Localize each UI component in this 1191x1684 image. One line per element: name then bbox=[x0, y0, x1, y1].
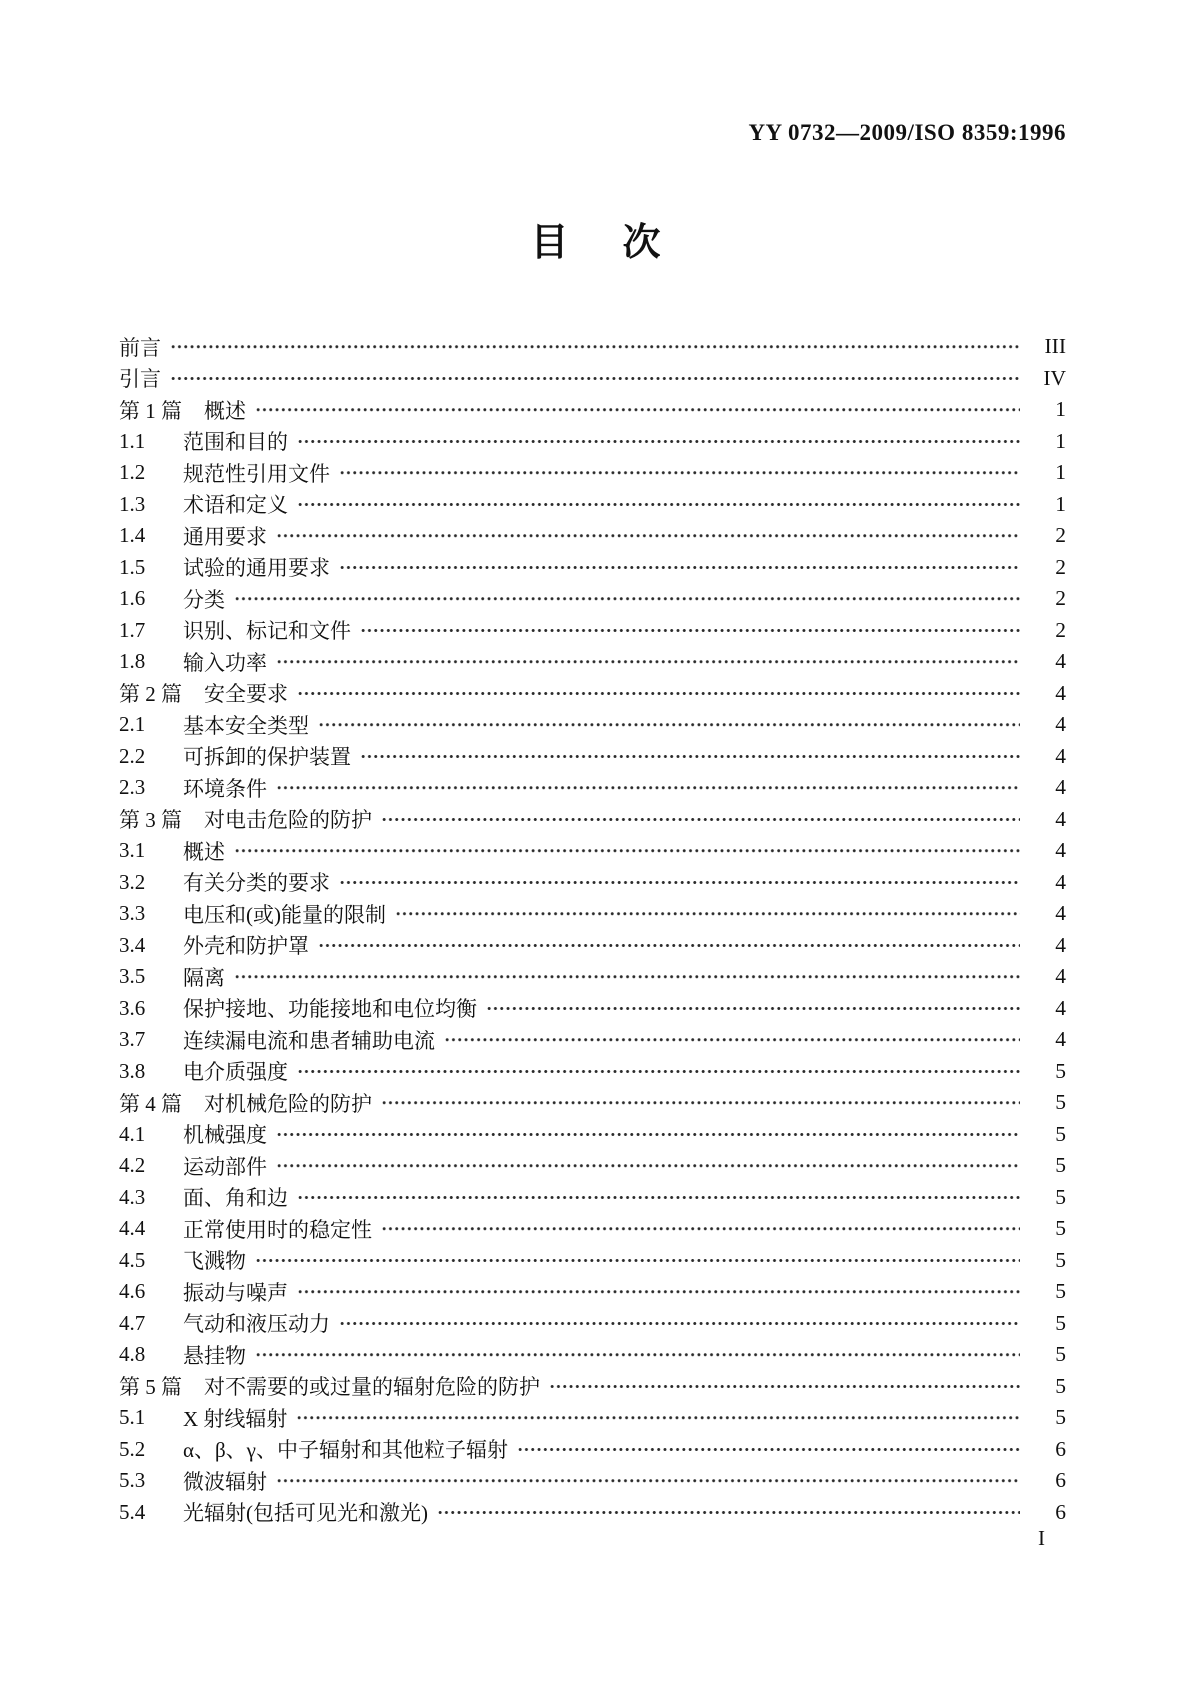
dot-leader bbox=[297, 489, 1020, 521]
toc-entry-label: 引言 bbox=[119, 367, 161, 392]
dot-leader bbox=[276, 520, 1020, 552]
toc-entry-title: X 射线辐射 bbox=[183, 1406, 288, 1431]
dot-leader bbox=[318, 709, 1020, 741]
dot-leader bbox=[170, 331, 1020, 363]
toc-entry-page: 5 bbox=[1055, 1090, 1066, 1115]
toc-entry-title: 光辐射(包括可见光和激光) bbox=[183, 1501, 428, 1526]
toc-entry-page: 5 bbox=[1055, 1310, 1066, 1335]
toc-entry-label: 1.8 bbox=[119, 649, 146, 674]
toc-entry-page: III bbox=[1044, 334, 1066, 359]
toc-row bbox=[119, 709, 1066, 741]
toc-entry-label: 第 2 篇 bbox=[119, 682, 182, 707]
toc-entry-title: 范围和目的 bbox=[183, 430, 288, 455]
toc-row bbox=[119, 1245, 1066, 1277]
footer-page-number: I bbox=[1038, 1526, 1045, 1550]
toc-entry-title: 外壳和防护罩 bbox=[183, 934, 309, 959]
dot-leader bbox=[297, 1276, 1020, 1308]
dot-leader bbox=[444, 1024, 1020, 1056]
dot-leader bbox=[276, 1465, 1020, 1497]
toc-entry-label: 1.7 bbox=[119, 617, 146, 642]
toc-entry-label: 1.4 bbox=[119, 523, 146, 548]
toc-entry-title: 环境条件 bbox=[183, 776, 267, 801]
toc-row bbox=[119, 835, 1066, 867]
toc-entry-title: 振动与噪声 bbox=[183, 1280, 288, 1305]
toc-entry-title: 安全要求 bbox=[204, 682, 288, 707]
toc-entry-page: 5 bbox=[1055, 1121, 1066, 1146]
toc-entry-title: 气动和液压动力 bbox=[183, 1312, 330, 1337]
toc-entry-page: 5 bbox=[1055, 1342, 1066, 1367]
toc-entry-page: 4 bbox=[1055, 1027, 1066, 1052]
dot-leader bbox=[255, 1339, 1020, 1371]
toc-entry-label: 3.5 bbox=[119, 964, 146, 989]
dot-leader bbox=[381, 1213, 1020, 1245]
toc-entry-title: 可拆卸的保护装置 bbox=[183, 745, 351, 770]
toc-row bbox=[119, 1182, 1066, 1214]
toc-entry-title: α、β、γ、中子辐射和其他粒子辐射 bbox=[183, 1438, 508, 1463]
dot-leader bbox=[395, 898, 1020, 930]
toc-entry-label: 3.3 bbox=[119, 901, 146, 926]
toc-row bbox=[119, 1497, 1066, 1529]
dot-leader bbox=[276, 772, 1020, 804]
dot-leader bbox=[339, 1308, 1020, 1340]
toc-entry-title: 通用要求 bbox=[183, 524, 267, 549]
toc-entry-page: 5 bbox=[1055, 1373, 1066, 1398]
dot-leader bbox=[276, 646, 1020, 678]
toc-row bbox=[119, 1213, 1066, 1245]
toc-entry-page: 5 bbox=[1055, 1247, 1066, 1272]
toc-row bbox=[119, 615, 1066, 647]
toc-entry-label: 3.2 bbox=[119, 869, 146, 894]
toc-entry-title: 试验的通用要求 bbox=[183, 556, 330, 581]
toc-row bbox=[119, 1119, 1066, 1151]
dot-leader bbox=[234, 961, 1020, 993]
toc-entry-title: 基本安全类型 bbox=[183, 713, 309, 738]
toc-entry-label: 4.8 bbox=[119, 1342, 146, 1367]
toc-entry-page: 6 bbox=[1055, 1499, 1066, 1524]
dot-leader bbox=[297, 1056, 1020, 1088]
toc-entry-page: 4 bbox=[1055, 838, 1066, 863]
toc-entry-title: 识别、标记和文件 bbox=[183, 619, 351, 644]
dot-leader bbox=[297, 678, 1020, 710]
toc-entry-label: 第 4 篇 bbox=[119, 1091, 182, 1116]
toc-row bbox=[119, 363, 1066, 395]
toc-entry-label: 4.5 bbox=[119, 1247, 146, 1272]
dot-leader bbox=[339, 457, 1020, 489]
toc-entry-label: 5.3 bbox=[119, 1468, 146, 1493]
dot-leader bbox=[255, 394, 1020, 426]
toc-entry-label: 3.4 bbox=[119, 932, 146, 957]
toc-entry-title: 飞溅物 bbox=[183, 1249, 246, 1274]
toc-row bbox=[119, 426, 1066, 458]
toc-entry-label: 1.5 bbox=[119, 554, 146, 579]
dot-leader bbox=[255, 1245, 1020, 1277]
toc-row bbox=[119, 930, 1066, 962]
toc-entry-title: 机械强度 bbox=[183, 1123, 267, 1148]
toc-entry-title: 面、角和边 bbox=[183, 1186, 288, 1211]
toc-entry-label: 3.7 bbox=[119, 1027, 146, 1052]
toc-entry-page: 1 bbox=[1055, 491, 1066, 516]
toc-entry-page: 5 bbox=[1055, 1058, 1066, 1083]
toc-entry-page: 2 bbox=[1055, 617, 1066, 642]
toc-entry-label: 4.7 bbox=[119, 1310, 146, 1335]
toc-entry-page: 4 bbox=[1055, 806, 1066, 831]
toc-entry-label: 2.3 bbox=[119, 775, 146, 800]
dot-leader bbox=[296, 1402, 1020, 1434]
toc-entry-label: 第 1 篇 bbox=[119, 398, 182, 423]
toc-entry-page: 4 bbox=[1055, 869, 1066, 894]
toc-row bbox=[119, 489, 1066, 521]
dot-leader bbox=[318, 930, 1020, 962]
toc-entry-page: 5 bbox=[1055, 1405, 1066, 1430]
toc-entry-title: 运动部件 bbox=[183, 1154, 267, 1179]
toc-row bbox=[119, 1402, 1066, 1434]
toc-entry-title: 输入功率 bbox=[183, 650, 267, 675]
toc-row bbox=[119, 457, 1066, 489]
toc-entry-page: 4 bbox=[1055, 743, 1066, 768]
toc-entry-label: 1.6 bbox=[119, 586, 146, 611]
toc-entry-title: 概述 bbox=[204, 398, 246, 423]
toc-row bbox=[119, 1056, 1066, 1088]
toc-row bbox=[119, 898, 1066, 930]
toc-row bbox=[119, 520, 1066, 552]
dot-leader bbox=[339, 552, 1020, 584]
toc-entry-page: 2 bbox=[1055, 523, 1066, 548]
dot-leader bbox=[297, 426, 1020, 458]
dot-leader bbox=[276, 1119, 1020, 1151]
toc-entry-page: 4 bbox=[1055, 775, 1066, 800]
toc-row bbox=[119, 678, 1066, 710]
toc-entry-title: 概述 bbox=[183, 839, 225, 864]
toc-entry-page: 2 bbox=[1055, 554, 1066, 579]
toc-entry-label: 5.1 bbox=[119, 1405, 146, 1430]
toc-row bbox=[119, 331, 1066, 363]
dot-leader bbox=[234, 583, 1020, 615]
toc-entry-label: 2.1 bbox=[119, 712, 146, 737]
page-title bbox=[0, 224, 1191, 262]
dot-leader bbox=[234, 835, 1020, 867]
toc-entry-page: IV bbox=[1043, 365, 1066, 390]
toc-entry-page: 1 bbox=[1055, 397, 1066, 422]
toc-entry-title: 隔离 bbox=[183, 965, 225, 990]
toc-entry-label: 4.6 bbox=[119, 1279, 146, 1304]
toc-entry-title: 对电击危险的防护 bbox=[204, 808, 372, 833]
toc-row bbox=[119, 1087, 1066, 1119]
toc-row bbox=[119, 1276, 1066, 1308]
toc-row bbox=[119, 1434, 1066, 1466]
toc-entry-page: 1 bbox=[1055, 460, 1066, 485]
toc-entry-label: 4.4 bbox=[119, 1216, 146, 1241]
toc-entry-label: 4.3 bbox=[119, 1184, 146, 1209]
toc-row bbox=[119, 993, 1066, 1025]
toc-entry-label: 前言 bbox=[119, 335, 161, 360]
dot-leader bbox=[339, 867, 1020, 899]
dot-leader bbox=[297, 1182, 1020, 1214]
toc-entry-label: 第 3 篇 bbox=[119, 808, 182, 833]
toc-entry-title: 连续漏电流和患者辅助电流 bbox=[183, 1028, 435, 1053]
toc-row bbox=[119, 583, 1066, 615]
dot-leader bbox=[486, 993, 1020, 1025]
toc-row bbox=[119, 741, 1066, 773]
toc-entry-page: 4 bbox=[1055, 649, 1066, 674]
dot-leader bbox=[381, 1087, 1020, 1119]
toc-entry-label: 5.2 bbox=[119, 1436, 146, 1461]
page-title-char: 目 bbox=[530, 222, 569, 264]
dot-leader bbox=[360, 615, 1020, 647]
toc-entry-title: 有关分类的要求 bbox=[183, 871, 330, 896]
toc-row bbox=[119, 1465, 1066, 1497]
dot-leader bbox=[437, 1497, 1020, 1529]
toc-row bbox=[119, 867, 1066, 899]
toc-entry-label: 1.2 bbox=[119, 460, 146, 485]
toc-entry-title: 悬挂物 bbox=[183, 1343, 246, 1368]
toc-row bbox=[119, 772, 1066, 804]
toc-entry-page: 4 bbox=[1055, 712, 1066, 737]
toc-entry-title: 对不需要的或过量的辐射危险的防护 bbox=[204, 1375, 540, 1400]
toc-entry-page: 5 bbox=[1055, 1279, 1066, 1304]
toc-row bbox=[119, 646, 1066, 678]
dot-leader bbox=[517, 1434, 1020, 1466]
toc-row bbox=[119, 1150, 1066, 1182]
toc-row bbox=[119, 1371, 1066, 1403]
toc-entry-page: 5 bbox=[1055, 1153, 1066, 1178]
toc-entry-title: 电介质强度 bbox=[183, 1060, 288, 1085]
toc-entry-title: 微波辐射 bbox=[183, 1469, 267, 1494]
toc-row bbox=[119, 1308, 1066, 1340]
toc-entry-title: 电压和(或)能量的限制 bbox=[183, 902, 386, 927]
toc-row bbox=[119, 394, 1066, 426]
dot-leader bbox=[360, 741, 1020, 773]
toc-entry-title: 分类 bbox=[183, 587, 225, 612]
page-title-char: 次 bbox=[622, 222, 661, 264]
toc-entry-label: 5.4 bbox=[119, 1499, 146, 1524]
toc-entry-label: 第 5 篇 bbox=[119, 1375, 182, 1400]
toc-entry-page: 5 bbox=[1055, 1216, 1066, 1241]
toc-row bbox=[119, 1339, 1066, 1371]
dot-leader bbox=[276, 1150, 1020, 1182]
toc-entry-page: 4 bbox=[1055, 964, 1066, 989]
toc-entry-page: 1 bbox=[1055, 428, 1066, 453]
toc-entry-label: 2.2 bbox=[119, 743, 146, 768]
dot-leader bbox=[170, 363, 1020, 395]
toc-entry-page: 6 bbox=[1055, 1436, 1066, 1461]
toc-entry-label: 1.1 bbox=[119, 428, 146, 453]
toc-entry-title: 术语和定义 bbox=[183, 493, 288, 518]
toc-entry-page: 5 bbox=[1055, 1184, 1066, 1209]
toc-list bbox=[119, 331, 1066, 1528]
toc-row bbox=[119, 552, 1066, 584]
toc-entry-page: 4 bbox=[1055, 901, 1066, 926]
toc-entry-page: 4 bbox=[1055, 932, 1066, 957]
dot-leader bbox=[381, 804, 1020, 836]
toc-row bbox=[119, 1024, 1066, 1056]
dot-leader bbox=[549, 1371, 1020, 1403]
toc-entry-title: 规范性引用文件 bbox=[183, 461, 330, 486]
toc-entry-page: 2 bbox=[1055, 586, 1066, 611]
toc-entry-label: 4.2 bbox=[119, 1153, 146, 1178]
toc-entry-label: 3.1 bbox=[119, 838, 146, 863]
toc-entry-page: 4 bbox=[1055, 680, 1066, 705]
toc-entry-label: 4.1 bbox=[119, 1121, 146, 1146]
toc-row bbox=[119, 961, 1066, 993]
toc-entry-label: 3.6 bbox=[119, 995, 146, 1020]
toc-entry-label: 3.8 bbox=[119, 1058, 146, 1083]
toc-row bbox=[119, 804, 1066, 836]
toc-entry-title: 保护接地、功能接地和电位均衡 bbox=[183, 997, 477, 1022]
toc-entry-label: 1.3 bbox=[119, 491, 146, 516]
standard-code: YY 0732—2009/ISO 8359:1996 bbox=[748, 120, 1066, 145]
toc-entry-title: 对机械危险的防护 bbox=[204, 1091, 372, 1116]
toc-entry-page: 4 bbox=[1055, 995, 1066, 1020]
toc-entry-page: 6 bbox=[1055, 1468, 1066, 1493]
toc-entry-title: 正常使用时的稳定性 bbox=[183, 1217, 372, 1242]
